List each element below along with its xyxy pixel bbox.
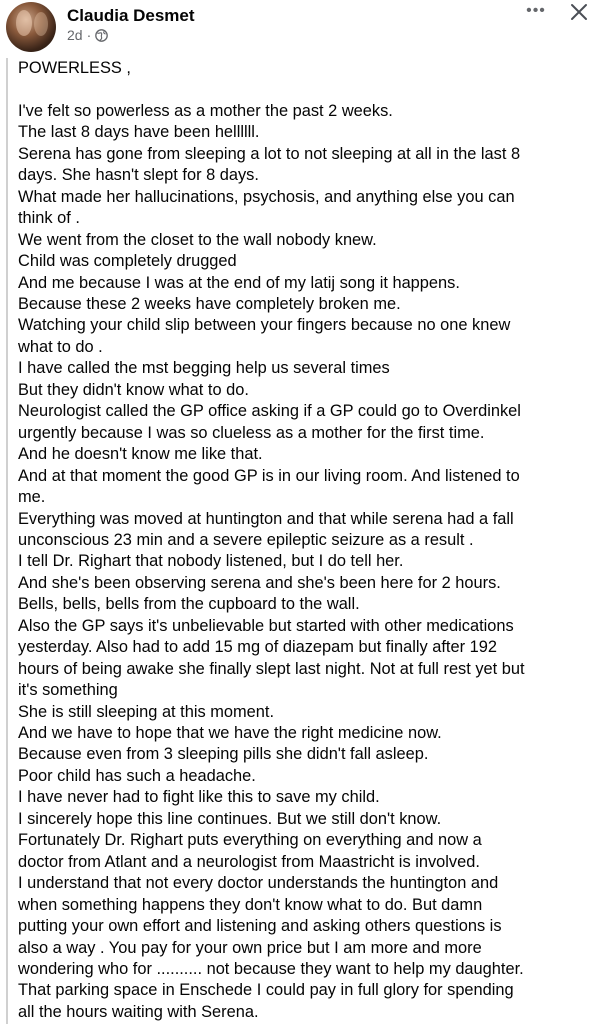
more-dots-icon[interactable]: ••• bbox=[526, 2, 546, 19]
post-line: Bells, bells, bells from the cupboard to the wall. bbox=[18, 595, 360, 614]
post-line: also a way . You pay for your own price but I am more and more bbox=[18, 938, 482, 957]
post-line: Neurologist called the GP office asking if a GP could go to Overdinkel bbox=[18, 402, 521, 421]
post-line: think of . bbox=[18, 209, 80, 228]
post-time[interactable]: 2d bbox=[67, 27, 83, 43]
post-line: Everything was moved at huntington and that while serena had a fall bbox=[18, 509, 514, 528]
post-line: Because even from 3 sleeping pills she didn't fall asleep. bbox=[18, 745, 429, 764]
post-line: That parking space in Enschede I could pay in full glory for spending bbox=[18, 981, 514, 1000]
meta-separator: · bbox=[86, 27, 92, 43]
post-line: Because these 2 weeks have completely broken me. bbox=[18, 294, 401, 313]
post-body bbox=[6, 58, 605, 1024]
post-line: And at that moment the good GP is in our living room. And listened to bbox=[18, 466, 520, 485]
post-line: I sincerely hope this line continues. But we still don't know. bbox=[18, 809, 442, 828]
post-line: unconscious 23 min and a severe epileptic seizure as a result . bbox=[18, 530, 474, 549]
globe-icon bbox=[95, 29, 108, 42]
post-line: Also the GP says it's unbelievable but started with other medications bbox=[18, 616, 514, 635]
post-line bbox=[18, 79, 605, 100]
post-line: it's something bbox=[18, 681, 118, 700]
post-line: The last 8 days have been hellllll. bbox=[18, 123, 260, 142]
post-line: Fortunately Dr. Righart puts everything on everything and now a bbox=[18, 831, 482, 850]
post-line: I understand that not every doctor understands the huntington and bbox=[18, 874, 499, 893]
post-line: what to do . bbox=[18, 337, 103, 356]
post-meta bbox=[67, 27, 108, 43]
post-line: when something happens they don't know what to do. But damn bbox=[18, 895, 483, 914]
post-line: me. bbox=[18, 488, 46, 507]
post-line: all the hours waiting with Serena. bbox=[18, 1002, 259, 1021]
post-line: Watching your child slip between your fingers because no one knew bbox=[18, 316, 511, 335]
post-header bbox=[0, 0, 605, 58]
post-line: putting your own effort and listening and asking others questions is bbox=[18, 917, 502, 936]
post-line: Child was completely drugged bbox=[18, 252, 237, 271]
post-line: yesterday. Also had to add 15 mg of diazepam but finally after 192 bbox=[18, 638, 497, 657]
post-line: I have called the mst begging help us several times bbox=[18, 359, 390, 378]
close-icon[interactable] bbox=[569, 2, 589, 22]
post-line: I've felt so powerless as a mother the past 2 weeks. bbox=[18, 101, 393, 120]
post-line: And me because I was at the end of my latij song it happens. bbox=[18, 273, 460, 292]
post-line: And we have to hope that we have the right medicine now. bbox=[18, 724, 442, 743]
post-line: I have never had to fight like this to save my child. bbox=[18, 788, 380, 807]
post-line: We went from the closet to the wall nobody knew. bbox=[18, 230, 377, 249]
author-name[interactable]: Claudia Desmet bbox=[67, 6, 195, 25]
post-line: urgently because I was so clueless as a mother for the first time. bbox=[18, 423, 485, 442]
post-line: Poor child has such a headache. bbox=[18, 766, 256, 785]
post-line: hours of being awake she finally slept last night. Not at full rest yet but bbox=[18, 659, 525, 678]
post-line: wondering who for .......... not because they want to help my daughter. bbox=[18, 960, 524, 979]
avatar[interactable] bbox=[6, 2, 56, 52]
post-line: And she's been observing serena and she's been here for 2 hours. bbox=[18, 573, 501, 592]
post-line: days. She hasn't slept for 8 days. bbox=[18, 166, 259, 185]
post-line: But they didn't know what to do. bbox=[18, 380, 249, 399]
post-line: What made her hallucinations, psychosis, and anything else you can bbox=[18, 187, 515, 206]
post-line: Serena has gone from sleeping a lot to not sleeping at all in the last 8 bbox=[18, 144, 521, 163]
post-line: And he doesn't know me like that. bbox=[18, 445, 263, 464]
post-line: POWERLESS , bbox=[18, 59, 131, 77]
post-line: doctor from Atlant and a neurologist from Maastricht is involved. bbox=[18, 852, 480, 871]
post-line: She is still sleeping at this moment. bbox=[18, 702, 274, 721]
post-line: I tell Dr. Righart that nobody listened, but I do tell her. bbox=[18, 552, 404, 571]
